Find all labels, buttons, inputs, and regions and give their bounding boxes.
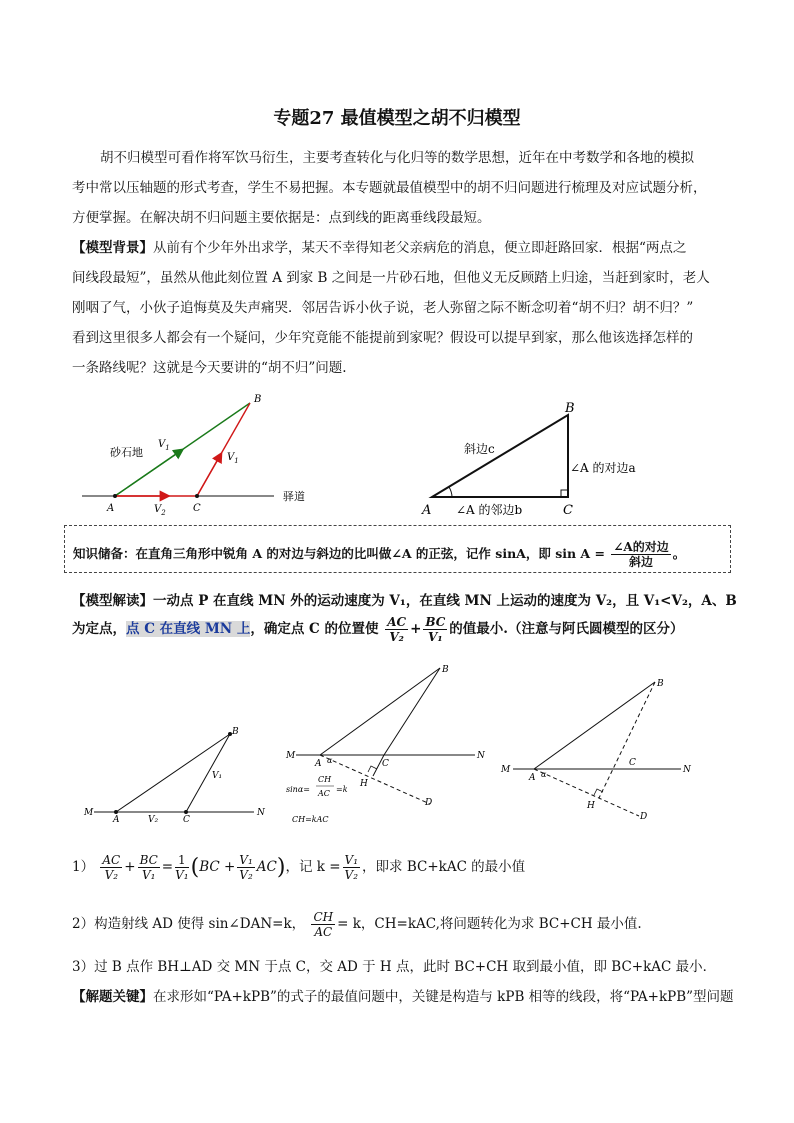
sina-label: sinα= [286, 785, 310, 794]
interp-text-2a: 为定点， [72, 621, 126, 637]
s1-paren: BC + [199, 859, 236, 875]
step-1: 1） $\frac{AC}{\text{V₂}}$ + $\frac{BC}{\text{V₁}}$ = $\frac{1}{\text{V₁}}$ (BC + $\frac{\text{V₁}}{\text{V₂}}$ AC)，记 k = $\frac{\text{V₁}}{\text{V₂}}$ ，即求 BC+kAC 的最小值 [72, 853, 526, 882]
label-v1: V₁ [212, 771, 223, 781]
s1a-den: V₂ [104, 868, 119, 882]
interp-label: 【模型解读】 [72, 593, 153, 609]
frac-ac-v2 [385, 615, 408, 644]
s1-post: ，即求 BC+kAC 的最小值 [362, 859, 526, 875]
label-b: B [565, 401, 575, 416]
key-label: 【解题关键】 [72, 989, 153, 1005]
s1a-num: AC [102, 853, 121, 867]
knowledge-line [73, 540, 685, 569]
s1c-num: 1 [175, 853, 188, 868]
interp-line-2 [72, 615, 684, 644]
interp-text-2c: 的值最小.（注意与阿氏圆模型的区分） [449, 621, 684, 637]
s2-k: = k [337, 916, 361, 932]
label-c: C [563, 503, 573, 518]
step2-text-a: 2）构造射线 AD 使得 sin∠DAN=k， [72, 916, 306, 932]
label-m: M [501, 765, 511, 775]
frac2-den: V₁ [428, 630, 443, 644]
step-3: 3）过 B 点作 BH⊥AD 交 MN 于点 C，交 AD 于 H 点，此时 BC+CH 取到最小值，即 BC+kAC 最小． [72, 959, 717, 975]
background-label: 【模型背景】 [72, 240, 153, 256]
step1-frac-ac [100, 853, 122, 882]
figure-sand-road [78, 390, 318, 520]
label-v2: $V_2$ [154, 504, 166, 517]
s2-den: AC [314, 925, 333, 939]
label-n: N [683, 765, 691, 775]
label-h: H [360, 779, 368, 789]
figure-model-solution [495, 672, 695, 832]
s1b-num: BC [139, 853, 158, 867]
sine-numerator: ∠A的对边 [613, 540, 669, 554]
interp-line-1 [72, 589, 737, 609]
label-n: N [257, 808, 265, 818]
sina-den: AC [318, 789, 330, 798]
background-line-5: 一条路线呢？这就是今天要讲的“胡不归”问题. [72, 360, 347, 376]
plus-sign: + [410, 621, 422, 637]
label-d: D [425, 798, 433, 808]
background-line-2: 间线段最短”，虽然从他此刻位置 A 到家 B 之间是一片砂石地，但他义无反顾踏上归途，当赶到家时，老人 [72, 270, 710, 286]
point-c [184, 810, 188, 814]
sine-denominator: 斜边 [629, 555, 654, 569]
intro-line-2: 考中常以压轴题的形式考查，学生不易把握。本专题就最值模型中的胡不归问题进行梳理及对应试题分析， [72, 180, 707, 196]
label-a: A [315, 759, 322, 769]
step1-prefix: 1） [72, 859, 95, 875]
label-c: C [183, 815, 190, 825]
s1-ac: AC [256, 859, 277, 875]
intro-line-1: 胡不归模型可看作将军饮马衍生，主要考查转化与化归等的数学思想，近年在中考数学和各地的模拟 [100, 150, 694, 166]
cb-arrow [197, 454, 221, 496]
step2-text-b: ，CH=kAC,将问题转化为求 BC+CH 最小值. [360, 916, 642, 932]
background-text-1: 从前有个少年外出求学，某天不幸得知老父亲病危的消息，便立即赶路回家．根据“两点之 [153, 240, 687, 256]
step1-frac-bc [138, 853, 160, 882]
point-a [114, 810, 118, 814]
label-v2: V₂ [148, 815, 159, 825]
figure-right-triangle [418, 398, 668, 522]
point-a [113, 494, 117, 498]
label-m: M [84, 808, 94, 818]
interp-highlight: 点 C 在直线 MN 上 [126, 621, 251, 637]
label-a: A [422, 503, 432, 518]
label-m: M [286, 751, 296, 761]
segment-ab [534, 682, 655, 769]
ch-kac-label: CH=kAC [292, 815, 329, 824]
label-b: B [232, 727, 239, 737]
sand-label: 砂石地 [110, 446, 143, 459]
triangle [432, 415, 568, 497]
label-a: A [113, 815, 120, 825]
s2-num: CH [313, 910, 334, 924]
label-d: D [640, 812, 648, 822]
segment-ab [320, 668, 440, 755]
key-text: 在求形如“PA+kPB”的式子的最值问题中，关键是构造与 kPB 相等的线段，将“PA+kPB”型问题 [153, 989, 734, 1005]
label-b: B [254, 394, 262, 405]
label-alpha: α [327, 756, 333, 765]
adjacent-label: ∠A 的邻边b [456, 503, 523, 517]
background-line-3: 刚咽了气，小伙子追悔莫及失声痛哭．邻居告诉小伙子说，老人弥留之际不断念叨着“胡不归？胡不归？” [72, 300, 694, 316]
s1-eq: = [161, 859, 174, 875]
s1e-den: V₂ [344, 868, 359, 882]
step-2 [72, 910, 642, 939]
opposite-label: ∠A 的对边a [570, 461, 636, 475]
hypotenuse-label: 斜边c [464, 442, 495, 456]
figure-model-construction [280, 662, 485, 832]
s1d-den: V₂ [239, 868, 253, 882]
figure-model-basic [80, 722, 270, 827]
label-a: A [529, 773, 536, 783]
label-a: A [107, 503, 115, 514]
label-v1-sand: $V_1$ [158, 439, 170, 452]
angle-a-arc [449, 487, 452, 497]
sina-k: =k [336, 785, 348, 794]
frac2-num: BC [425, 615, 446, 629]
label-v1-cb: $V_1$ [227, 452, 239, 465]
s1c-den: V₁ [175, 868, 189, 882]
label-c: C [629, 758, 636, 768]
frac1-den: V₂ [389, 630, 404, 644]
sine-fraction [611, 540, 670, 569]
background-line-4: 看到这里很多人都会有一个疑问，少年究竟能不能提前到家呢？假设可以提早到家，那么他该选择怎样的 [72, 330, 693, 346]
step2-frac [311, 910, 335, 939]
knowledge-box [64, 525, 731, 573]
page-title: 专题27 最值模型之胡不归模型 [273, 108, 521, 129]
label-c: C [382, 759, 389, 769]
key-line [72, 985, 734, 1005]
label-b: B [442, 665, 449, 675]
s1-mid: ，记 k = [285, 859, 341, 875]
s1d-num: V₁ [239, 853, 253, 867]
label-n: N [477, 751, 485, 761]
segment-bc [384, 668, 440, 755]
s1e-num: V₁ [344, 853, 359, 867]
label-c: C [193, 503, 201, 514]
step1-frac-k [343, 853, 360, 882]
label-h: H [587, 801, 595, 811]
intro-line-3: 方便掌握。在解决胡不归问题主要依据是：点到线的距离垂线段最短。 [72, 210, 491, 226]
knowledge-text: 知识储备：在直角三角形中锐角 A 的对边与斜边的比叫做∠A 的正弦，记作 sinA，即 sin A = [73, 546, 605, 561]
knowledge-end: 。 [672, 546, 686, 561]
segment-cb [186, 734, 230, 812]
background-line-1 [72, 236, 686, 256]
step1-frac-1v1 [175, 853, 188, 882]
frac-bc-v1 [423, 615, 447, 644]
right-angle-mark [561, 490, 568, 497]
frac1-num: AC [387, 615, 407, 629]
label-alpha: α [541, 770, 547, 779]
ray-ad [320, 755, 430, 804]
s1b-den: V₁ [141, 868, 156, 882]
step1-frac-v1v2 [237, 853, 254, 882]
label-b: B [657, 679, 664, 689]
interp-text-2b: ，确定点 C 的位置使 [250, 621, 379, 637]
interp-text-1: 一动点 P 在直线 MN 外的运动速度为 V₁，在直线 MN 上运动的速度为 V₂，且 V₁<V₂，A、B [153, 593, 737, 609]
segment-bh [599, 682, 655, 798]
sina-num: CH [318, 775, 332, 784]
road-label: 驿道 [283, 490, 305, 503]
point-c [195, 494, 199, 498]
